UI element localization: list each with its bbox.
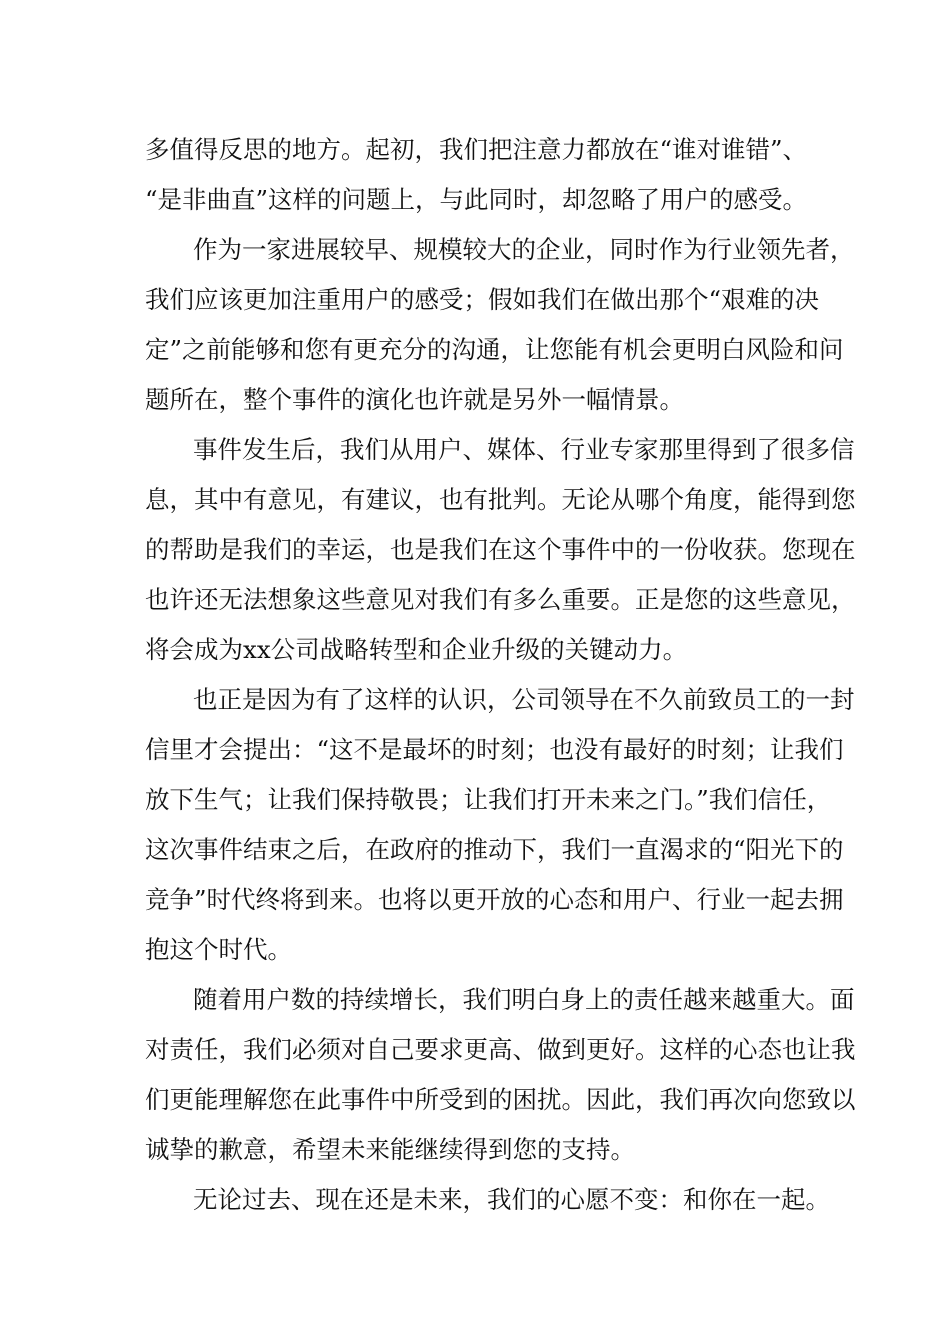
text-line: 随着用户数的持续增长，我们明白身上的责任越来越重大。面 — [193, 985, 855, 1014]
text-line: 们更能理解您在此事件中所受到的困扰。因此，我们再次向您致以 — [145, 1085, 856, 1114]
text-line: 将会成为xx公司战略转型和企业升级的关键动力。 — [145, 635, 688, 664]
text-line: 事件发生后，我们从用户、媒体、行业专家那里得到了很多信 — [193, 435, 855, 464]
text-line: 对责任，我们必须对自己要求更高、做到更好。这样的心态也让我 — [145, 1035, 856, 1064]
text-line: 也许还无法想象这些意见对我们有多么重要。正是您的这些意见， — [145, 585, 856, 614]
text-line: 作为一家进展较早、规模较大的企业，同时作为行业领先者， — [193, 235, 855, 264]
text-line: “是非曲直”这样的问题上，与此同时，却忽略了用户的感受。 — [145, 185, 808, 214]
text-line: 竞争”时代终将到来。也将以更开放的心态和用户、行业一起去拥 — [145, 885, 844, 914]
text-line: 多值得反思的地方。起初，我们把注意力都放在“谁对谁错”、 — [145, 135, 808, 164]
text-line: 也正是因为有了这样的认识，公司领导在不久前致员工的一封 — [193, 685, 855, 714]
text-line: 抱这个时代。 — [145, 935, 292, 964]
text-line: 息，其中有意见，有建议，也有批判。无论从哪个角度，能得到您 — [145, 485, 856, 514]
text-line: 放下生气；让我们保持敬畏；让我们打开未来之门。”我们信任， — [145, 785, 832, 814]
text-line: 的帮助是我们的幸运，也是我们在这个事件中的一份收获。您现在 — [145, 535, 856, 564]
text-line: 定”之前能够和您有更充分的沟通，让您能有机会更明白风险和问 — [145, 335, 844, 364]
text-line: 这次事件结束之后，在政府的推动下，我们一直渴求的“阳光下的 — [145, 835, 844, 864]
text-line: 题所在，整个事件的演化也许就是另外一幅情景。 — [145, 385, 684, 414]
text-line: 我们应该更加注重用户的感受；假如我们在做出那个“艰难的决 — [145, 285, 820, 314]
text-line: 无论过去、现在还是未来，我们的心愿不变：和你在一起。 — [193, 1185, 830, 1214]
text-line: 信里才会提出：“这不是最坏的时刻；也没有最好的时刻；让我们 — [145, 735, 844, 764]
text-line: 诚挚的歉意，希望未来能继续得到您的支持。 — [145, 1135, 635, 1164]
